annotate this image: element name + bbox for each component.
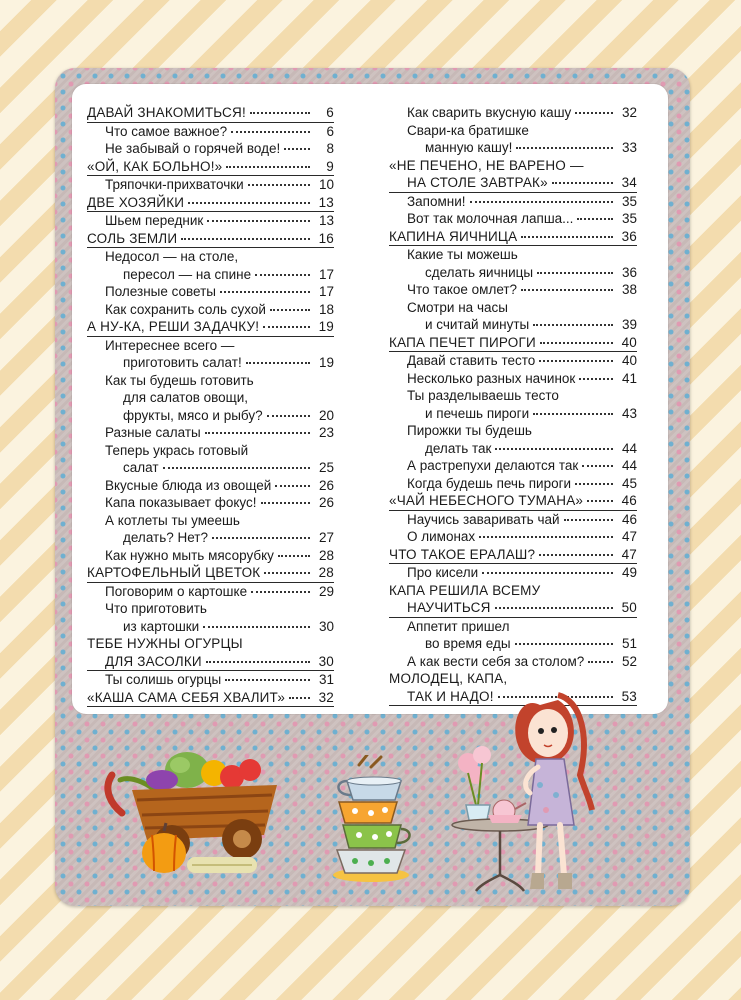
toc-entry [105,337,334,372]
dot-leader [264,572,310,574]
toc-entry-title: ЧТО ТАКОЕ ЕРАЛАШ? [389,546,536,562]
toc-entry-title: А НУ-КА, РЕШИ ЗАДАЧКУ! [87,319,260,334]
toc-entry-title: Полезные советы [105,284,216,299]
dot-leader [482,572,613,574]
toc-entry [87,158,334,177]
dot-leader [579,378,613,380]
toc-page-number: 34 [621,175,637,190]
toc-entry-title: Что приготовить [105,601,207,616]
dot-leader [181,238,310,240]
toc-page-number: 47 [621,546,637,562]
dot-leader [516,147,613,149]
toc-entry [105,212,334,230]
toc-entry [105,424,334,442]
toc-entry [407,528,637,546]
toc-page-number: 51 [621,636,637,651]
toc-page-number: 40 [621,353,637,368]
toc-column-left [87,104,334,707]
toc-entry [105,301,334,319]
toc-page-number: 50 [621,600,637,615]
toc-entry-title: Аппетит пришел [407,618,510,634]
toc-page-number: 38 [621,282,637,297]
dot-leader [521,236,613,238]
dot-leader [587,500,613,502]
toc-page-number: 53 [621,688,637,704]
toc-entry-title: КАПИНА ЯИЧНИЦА [389,228,518,244]
toc-entry-title: Вкусные блюда из овощей [105,477,272,493]
toc-entry [407,352,637,370]
toc-entry-title: А котлеты ты умеешь [105,512,240,528]
toc-page-number: 36 [621,228,637,244]
stacked-teacups-illustration [325,755,420,885]
toc-entry-title: Недосол — на столе, [105,249,239,264]
toc-entry-title: Смотри на часы [407,299,508,315]
toc-page-number: 35 [621,211,637,226]
toc-entry [389,492,637,511]
dot-leader [564,519,613,521]
dot-leader [251,591,310,593]
toc-entry-title: МОЛОДЕЦ, КАПА, [389,671,508,686]
dot-leader [533,413,613,415]
dot-leader [248,184,310,186]
dot-leader [231,131,310,133]
toc-entry-title: Как сварить вкусную кашу [407,105,572,120]
toc-entry-title: Давай ставить тесто [407,353,536,368]
toc-page-number: 26 [318,477,334,493]
toc-entry-title: Разные салаты [105,425,201,440]
dot-leader [207,220,310,222]
toc-entry-title: Научись заваривать чай [407,511,560,527]
toc-entry [87,635,334,671]
toc-entry-title: Поговорим о картошке [105,583,248,599]
toc-page-number: 20 [318,407,334,423]
toc-entry-title: Теперь укрась готовый [105,442,249,458]
dot-leader [495,448,613,450]
dot-leader [495,607,613,609]
toc-entry [105,123,334,141]
toc-page-number: 30 [318,653,334,669]
toc-entry [407,653,637,671]
toc-entry-title: ТЕБЕ НУЖНЫ ОГУРЦЫ [87,636,243,651]
toc-entry-title: и считай минуты [425,317,530,332]
toc-entry-title: Как сохранить соль сухой [105,301,266,317]
toc-entry-title: «ЧАЙ НЕБЕСНОГО ТУМАНА» [389,493,584,508]
toc-page-number: 19 [318,319,334,334]
dot-leader [521,289,613,291]
toc-page-number: 9 [326,158,334,174]
toc-entry [389,334,637,353]
dot-leader [226,166,310,168]
toc-entry-title: для салатов овощи, [123,390,249,405]
toc-entry-title: и печешь пироги [425,405,530,421]
toc-page-number: 41 [621,370,637,386]
toc-page-number: 18 [318,301,334,317]
girl-pouring-tea-illustration [440,675,615,897]
toc-page-number: 8 [326,141,334,156]
toc-entry-title: салат [123,460,159,475]
toc-entry-title: ДВЕ ХОЗЯЙКИ [87,194,185,210]
toc-page-number: 46 [621,511,637,527]
toc-page-number: 39 [621,317,637,332]
toc-page-number: 33 [621,140,637,155]
toc-entry [105,547,334,565]
dot-leader [206,661,310,663]
toc-entry-title: Какие ты можешь [407,247,518,262]
toc-entry-title: ДЛЯ ЗАСОЛКИ [105,653,202,669]
toc-entry-title: А растрепухи делаются так [407,458,579,473]
toc-page-number: 30 [318,618,334,634]
toc-entry [87,318,334,337]
toc-entry [407,193,637,211]
toc-page-number: 6 [326,123,334,139]
toc-page-number: 52 [621,653,637,669]
toc-entry-title: КАРТОФЕЛЬНЫЙ ЦВЕТОК [87,565,261,580]
toc-entry [105,442,334,477]
toc-entry [407,564,637,582]
toc-page-number: 6 [326,105,334,120]
toc-entry-title: Капа показывает фокус! [105,495,257,510]
toc-page-number: 49 [621,565,637,580]
toc-entry-title: сделать яичницы [425,264,534,280]
toc-entry-title: НА СТОЛЕ ЗАВТРАК» [407,175,548,190]
dot-leader [250,112,310,114]
toc-entry [407,387,637,422]
toc-page-number: 29 [318,583,334,599]
toc-page-number: 25 [318,460,334,475]
toc-page-number: 13 [318,194,334,210]
toc-entry-title: Вот так молочная лапша... [407,211,574,226]
toc-entry [389,582,637,618]
toc-entry-title: КАПА РЕШИЛА ВСЕМУ [389,582,541,598]
toc-entry-title: «ОЙ, КАК БОЛЬНО!» [87,158,223,174]
toc-page-number: 43 [621,405,637,421]
vegetable-basket-illustration [92,735,292,880]
dot-leader [225,679,310,681]
dot-leader [263,326,310,328]
toc-entry-title: Свари-ка братишке [407,122,529,138]
toc-page-number: 27 [318,530,334,545]
dot-leader [537,272,613,274]
dot-leader [261,502,310,504]
dot-leader [539,554,613,556]
toc-page-number: 28 [318,565,334,580]
toc-entry [407,210,637,228]
dot-leader [575,112,613,114]
toc-entry [105,176,334,194]
toc-page-number: 44 [621,458,637,473]
toc-page-number: 31 [318,672,334,687]
toc-entry-title: О лимонах [407,529,476,544]
toc-entry-title: фрукты, мясо и рыбу? [123,407,263,423]
toc-entry-title: Тряпочки-прихваточки [105,177,244,192]
dot-leader [278,555,310,557]
toc-page-number: 46 [621,493,637,508]
dot-leader [533,324,613,326]
toc-entry-title: делать так [425,440,492,456]
dot-leader [540,342,613,344]
toc-page-number: 17 [318,284,334,299]
dot-leader [163,467,310,469]
toc-page-number: 23 [318,425,334,440]
dot-leader [588,661,613,663]
toc-entry [389,546,637,565]
toc-page-number: 32 [621,105,637,120]
toc-entry [105,512,334,547]
toc-entry [407,246,637,281]
toc-entry [87,564,334,583]
toc-entry [105,600,334,635]
toc-entry-title: Что самое важное? [105,123,228,139]
toc-entry [407,618,637,653]
toc-entry-title: Что такое омлет? [407,282,518,297]
toc-entry-title: ДАВАЙ ЗНАКОМИТЬСЯ! [87,105,246,120]
toc-entry-title: Не забывай о горячей воде! [105,141,281,156]
toc-page-number: 17 [318,266,334,282]
toc-entry-title: Как нужно мыть мясорубку [105,547,274,563]
toc-entry [407,457,637,475]
toc-entry [105,583,334,601]
toc-entry [87,230,334,249]
toc-entry [389,228,637,247]
toc-entry [87,689,334,708]
dot-leader [246,362,310,364]
toc-entry-title: приготовить салат! [123,355,242,370]
toc-page-number: 19 [318,355,334,370]
toc-entry [407,511,637,529]
dot-leader [284,148,310,150]
toc-entry-title: Как ты будешь готовить [105,372,254,388]
toc-page-number: 40 [621,334,637,350]
toc-entry [105,283,334,301]
toc-entry [105,477,334,495]
toc-entry [87,194,334,213]
toc-entry [407,122,637,157]
toc-page-number: 35 [621,193,637,209]
toc-entry [407,370,637,388]
toc-entry-title: Пирожки ты будешь [407,423,532,438]
toc-entry [407,475,637,493]
dot-leader [479,536,613,538]
toc-entry-title: Несколько разных начинок [407,370,576,386]
dot-leader [539,360,613,362]
dot-leader [255,274,310,276]
dot-leader [470,201,613,203]
dot-leader [220,291,310,293]
toc-entry-title: КАПА ПЕЧЕТ ПИРОГИ [389,334,536,350]
toc-entry [105,140,334,158]
dot-leader [289,697,310,699]
dot-leader [582,465,613,467]
toc-entry [87,104,334,123]
toc-entry-title: СОЛЬ ЗЕМЛИ [87,230,178,246]
dot-leader [515,643,613,645]
toc-entry-title: Про кисели [407,565,479,580]
toc-entry [407,281,637,299]
toc-entry-title: «КАША САМА СЕБЯ ХВАЛИТ» [87,689,286,705]
toc-entry [389,157,637,193]
toc-column-right [389,104,637,706]
toc-page-number: 47 [621,529,637,544]
toc-entry [407,422,637,457]
dot-leader [267,415,310,417]
toc-entry-title: «НЕ ПЕЧЕНО, НЕ ВАРЕНО — [389,157,584,173]
toc-page-number: 26 [318,495,334,510]
toc-entry-title: из картошки [123,618,200,634]
toc-entry-title: Шьем передник [105,213,204,228]
toc-entry-title: Когда будешь печь пироги [407,475,572,491]
dot-leader [205,432,310,434]
toc-entry-title: во время еды [425,636,511,651]
toc-page-number: 28 [318,547,334,563]
toc-entry-title: манную кашу! [425,140,513,155]
toc-entry-title: делать? Нет? [123,530,209,545]
toc-entry-title: Ты солишь огурцы [105,672,222,687]
toc-entry [407,104,637,122]
dot-leader [577,218,613,220]
toc-entry [407,299,637,334]
dot-leader [575,483,613,485]
dot-leader [212,537,310,539]
toc-entry [105,494,334,512]
dot-leader [188,202,310,204]
toc-entry [105,372,334,425]
toc-entry-title: ТАК И НАДО! [407,688,494,704]
toc-entry [105,248,334,283]
toc-page-number: 36 [621,264,637,280]
toc-entry-title: Ты разделываешь тесто [407,388,559,403]
toc-entry-title: Интереснее всего — [105,337,235,353]
toc-page-number: 44 [621,440,637,456]
toc-page-number: 45 [621,475,637,491]
toc-entry-title: А как вести себя за столом? [407,653,585,669]
toc-entry-title: НАУЧИТЬСЯ [407,600,491,615]
dot-leader [270,309,310,311]
toc-entry-title: Запомни! [407,193,466,209]
toc-page-number: 10 [318,177,334,192]
toc-entry-title: пересол — на спине [123,266,252,282]
dot-leader [203,626,310,628]
toc-page-number: 13 [318,213,334,228]
toc-entry [105,671,334,689]
toc-page-number: 16 [318,230,334,246]
dot-leader [552,182,613,184]
toc-page-number: 32 [318,689,334,705]
dot-leader [275,485,310,487]
